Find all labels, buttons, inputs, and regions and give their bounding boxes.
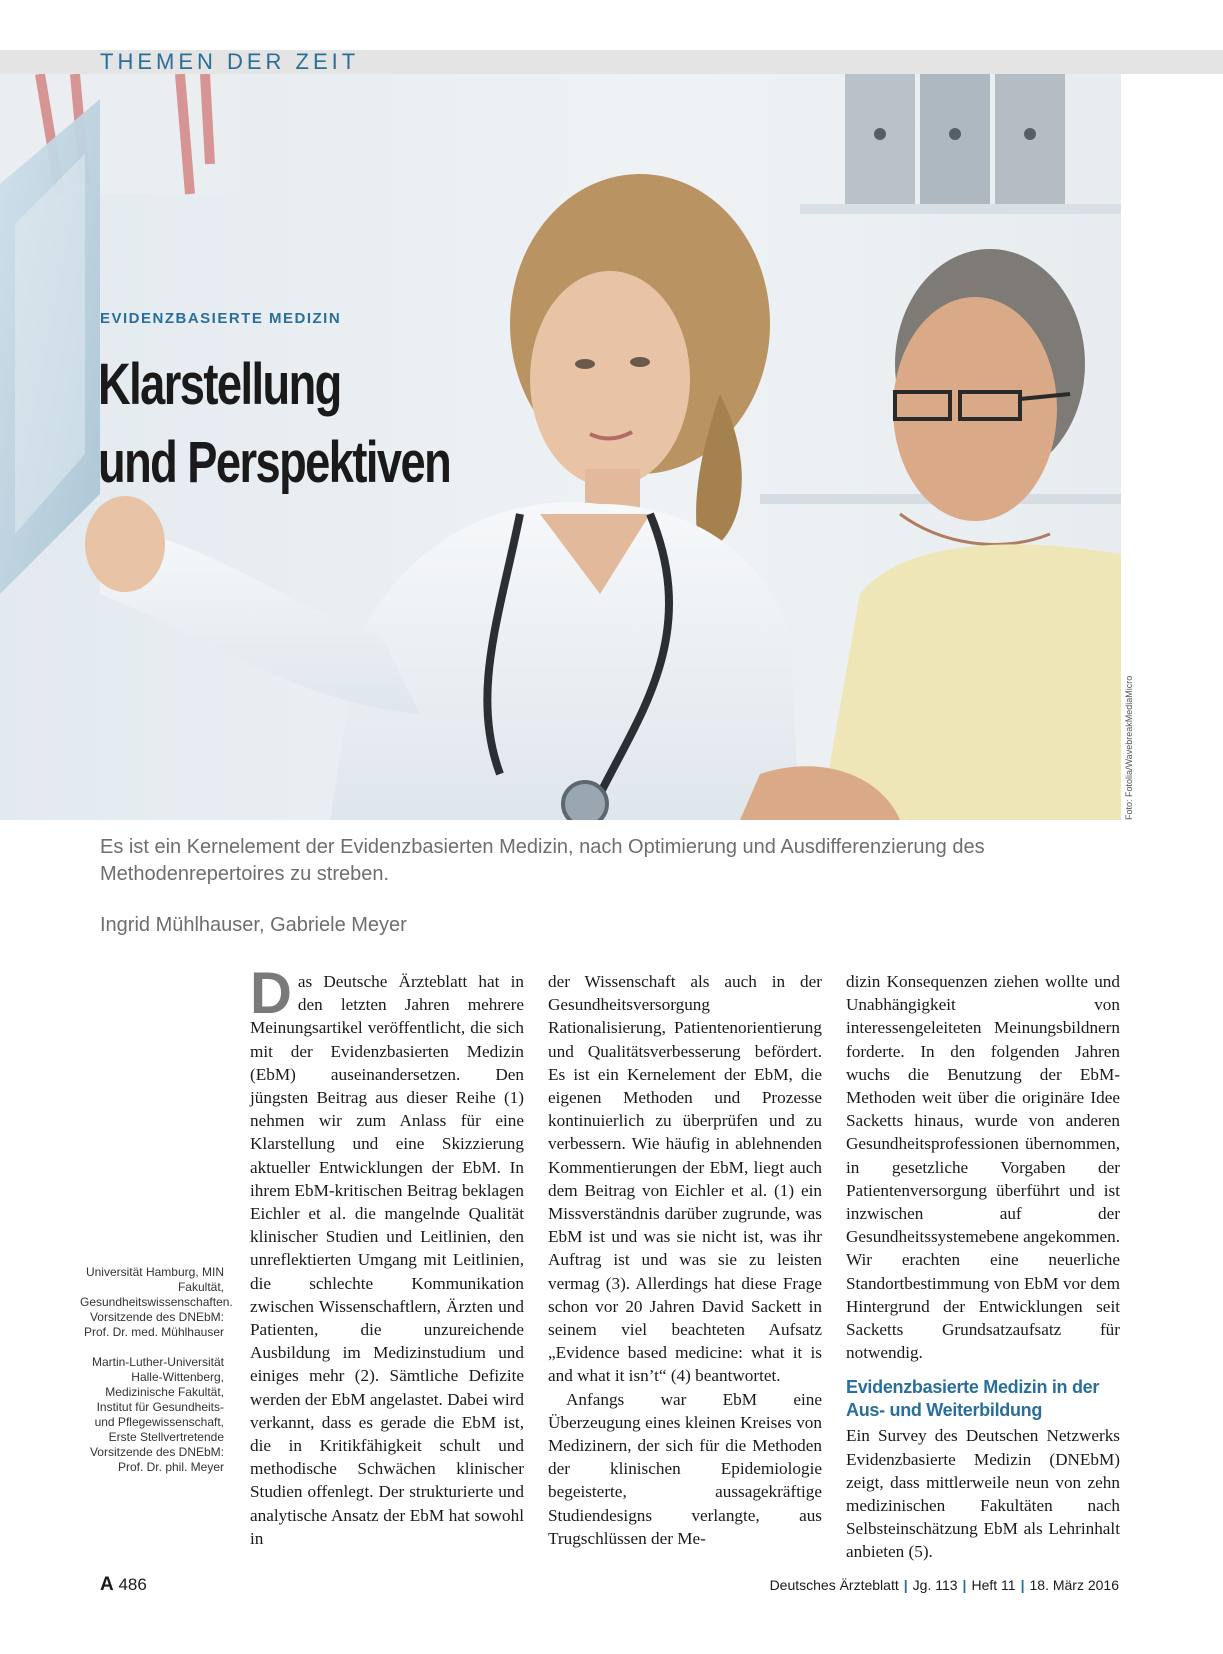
page-number xyxy=(100,1574,147,1596)
article-kicker: EVIDENZBASIERTE MEDIZIN xyxy=(100,310,342,327)
affiliation-2: Martin-Luther-Universität Halle-Wittenberg, Medizinische Fakultät, Institut für Gesundheits- und Pflegewissenschaft, Erste Stellvertretende Vorsitzende des DNEbM: Prof. Dr. phil. Meyer xyxy=(89,1355,224,1474)
affiliation-1: Universität Hamburg, MIN Fakultät, Gesundheitswissenschaften. Vorsitzende des DNEbM: Prof. Dr. med. Mühlhauser xyxy=(80,1265,233,1339)
journal-issue: Heft 11 xyxy=(971,1577,1016,1593)
paragraph: Ein Survey des Deutschen Netzwerks Evidenzbasierte Medizin (DNEbM) zeigt, dass mittlerweile neun von zehn medizinischen Fakultäten nach Selbsteinschätzung EbM als Lehrinhalt anbieten (5). xyxy=(846,1426,1120,1562)
paragraph: der Wissenschaft als auch in der Gesundheitsversorgung Rationalisierung, Patientenorientierung und Qualitätsverbesserung befördert. Es ist ein Kernelement der EbM, die eigenen Methoden und Prozesse kontinuierlich zu überprüfen und zu verbessern. Wie häufig in ablehnenden Kommentierungen der EbM, liegt auch dem Beitrag von Eichler et al. (1) ein Missverständnis darüber zugrunde, was EbM ist und was sie nicht ist, was ihr Auftrag ist und was sie zu leisten vermag (3). Allerdings hat diese Frage schon vor 20 Jahren David Sackett in seinem viel beachteten Aufsatz „Evidence based medicine: what it is and what it isn’t“ (4) beantwortet. xyxy=(548,972,822,1386)
journal-volume: Jg. 113 xyxy=(912,1577,958,1593)
body-column-2 xyxy=(548,970,822,1550)
paragraph: dizin Konsequenzen ziehen wollte und Unabhängigkeit von interessengeleiteten Meinungsbildnern forderte. In den folgenden Jahren wuchs die Benutzung der EbM-Methoden weit über die originäre Idee Sacketts hinaus, wurde von anderen Gesundheitsprofessionen übernommen, in gesetzliche Vorgaben der Patientenversorgung überführt und ist inzwischen auf der Gesundheitssystemebene angekommen. Wir erachten eine neuerliche Standortbestimmung von EbM vor dem Hintergrund der Entwicklungen seit Sacketts Grundsatzaufsatz für notwendig. xyxy=(846,972,1120,1363)
article-title xyxy=(98,346,472,502)
authors: Ingrid Mühlhauser, Gabriele Meyer xyxy=(100,914,407,936)
drop-cap: D xyxy=(250,961,292,1026)
paragraph-text: as Deutsche Ärzteblatt hat in den letzten Jahren mehrere Meinungsartikel veröffentlicht, die sich mit der Evidenzbasierten Medizin (EbM) auseinandersetzen. Den jüngsten Beitrag aus dieser Reihe (1) nehmen wir zum Anlass für eine Klarstellung und eine Skizzierung aktueller Entwicklungen der EbM. In ihrem EbM-kritischen Beitrag beklagen Eichler et al. die mangelnde Qualität klinischer Studien und Leitlinien, den unreflektierten Umgang mit Leitlinien, die schlechte Kommunikation zwischen Wissenschaftlern, Ärzten und Patienten, die unzureichende Ausbildung im Medizinstudium und einiges mehr (2). Sämtliche Defizite werden der EbM angelastet. Dabei wird verkannt, dass es gerade die EbM ist, die in Kritikfähigkeit schult und methodische Schwächen klinischer Studien offenlegt. Der strukturierte und analytische Ansatz der EbM hat sowohl in xyxy=(250,972,524,1548)
page-prefix: A xyxy=(100,1574,114,1595)
body-column-1 xyxy=(250,961,524,1550)
paragraph xyxy=(250,961,524,1550)
journal-footer xyxy=(770,1577,1119,1593)
separator: | xyxy=(903,1577,908,1593)
journal-date: 18. März 2016 xyxy=(1029,1577,1119,1593)
photo-credit: Foto: Fotolia/WavebreakMediaMicro xyxy=(1124,675,1134,820)
page-number-value: 486 xyxy=(118,1575,147,1594)
subheading: Evidenzbasierte Medizin in der Aus- und Weiterbildung xyxy=(846,1377,1100,1421)
journal-name: Deutsches Ärzteblatt xyxy=(769,1577,899,1593)
paragraph: Anfangs war EbM eine Überzeugung eines kleinen Kreises von Medizinern, der sich für die Methoden der klinischen Epidemiologie begeisterte, aussagekräftige Studiendesigns verlangte, aus Trugschlüssen der Me- xyxy=(548,1389,822,1548)
title-line-2: und Perspektiven xyxy=(98,430,451,495)
body-column-3 xyxy=(846,970,1120,1564)
hero-photo xyxy=(0,74,1121,820)
title-line-1: Klarstellung xyxy=(98,352,341,417)
lead-paragraph: Es ist ein Kernelement der Evidenzbasierten Medizin, nach Optimierung und Ausdifferenzierung des Methodenrepertoires zu streben. xyxy=(100,836,985,885)
separator: | xyxy=(1020,1577,1025,1593)
section-label: THEMEN DER ZEIT xyxy=(100,49,360,74)
separator: | xyxy=(962,1577,967,1593)
